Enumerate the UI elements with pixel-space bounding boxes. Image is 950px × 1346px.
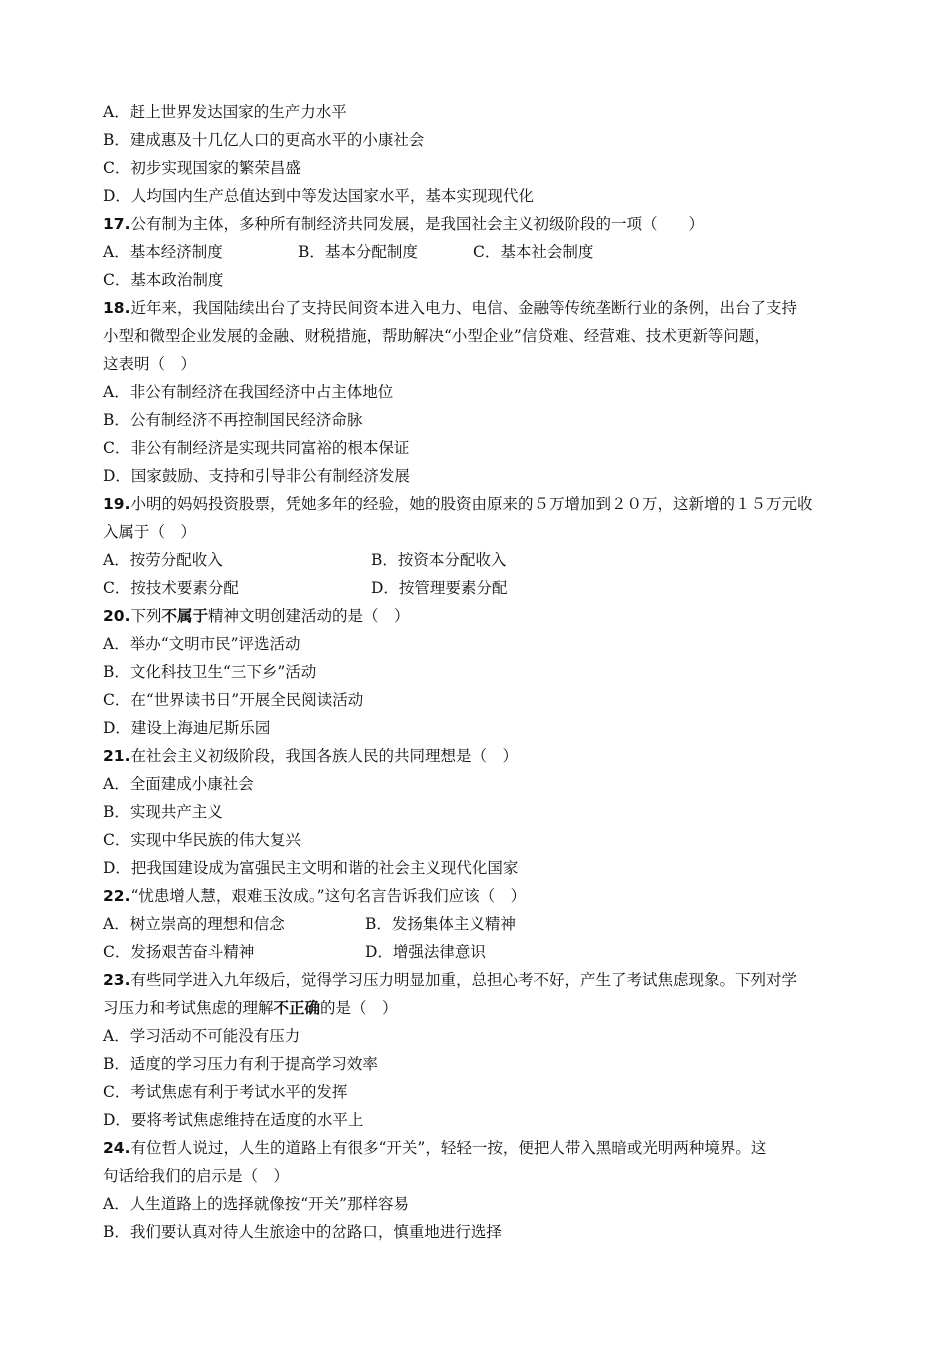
- question-19-options-row-2: [103, 574, 863, 602]
- option-18-b: B．公有制经济不再控制国民经济命脉: [103, 411, 363, 429]
- question-20-emphasis: 不属于: [161, 607, 208, 625]
- option-23-c: C．考试焦虑有利于考试水平的发挥: [103, 1083, 348, 1101]
- option-16-b: B．建成惠及十几亿人口的更高水平的小康社会: [103, 131, 425, 149]
- question-23-number: 23.: [103, 971, 131, 989]
- option-21-c: C．实现中华民族的伟大复兴: [103, 831, 301, 849]
- question-21-text: 在社会主义初级阶段，我国各族人民的共同理想是（ ）: [130, 747, 518, 765]
- option-22-d: D．增强法律意识: [365, 943, 486, 961]
- option-20-b: B．文化科技卫生“三下乡”活动: [103, 663, 317, 681]
- question-21: [103, 742, 863, 882]
- question-22-text: “忧患增人慧，艰难玉汝成。”这句名言告诉我们应该（ ）: [130, 887, 527, 905]
- option-19-a: A．按劳分配收入: [103, 551, 223, 569]
- question-22-number: 22.: [103, 887, 131, 905]
- question-24-text-1: 有位哲人说过，人生的道路上有很多“开关”，轻轻一按，便把人带入黑暗或光明两种境界。这: [130, 1139, 767, 1157]
- option-19-c: C．按技术要素分配: [103, 579, 239, 597]
- question-23-stem-line-1: [103, 966, 863, 994]
- option-24-a: A．人生道路上的选择就像按“开关”那样容易: [103, 1195, 410, 1213]
- question-18-stem-line-3: 这表明（ ）: [103, 355, 197, 373]
- option-17-d: C．基本政治制度: [103, 271, 224, 289]
- question-22-stem: [103, 882, 863, 910]
- question-24: [103, 1134, 863, 1246]
- question-17: [103, 210, 863, 294]
- question-22: [103, 882, 863, 966]
- question-20: [103, 602, 863, 742]
- option-18-a: A．非公有制经济在我国经济中占主体地位: [103, 383, 394, 401]
- option-21-a: A．全面建成小康社会: [103, 775, 254, 793]
- option-22-c: C．发扬艰苦奋斗精神: [103, 943, 255, 961]
- option-19-b: B．按资本分配收入: [371, 551, 507, 569]
- option-18-d: D．国家鼓励、支持和引导非公有制经济发展: [103, 467, 410, 485]
- question-17-number: 17.: [103, 215, 131, 233]
- question-24-number: 24.: [103, 1139, 131, 1157]
- option-16-a: A．赶上世界发达国家的生产力水平: [103, 103, 347, 121]
- question-19-number: 19.: [103, 495, 131, 513]
- question-17-stem: [103, 210, 863, 238]
- question-21-number: 21.: [103, 747, 131, 765]
- question-23-text-1: 有些同学进入九年级后，觉得学习压力明显加重，总担心考不好，产生了考试焦虑现象。下列对学: [130, 971, 797, 989]
- question-16-options: [103, 98, 863, 210]
- question-17-options-row: [103, 238, 863, 266]
- question-23-stem-line-2: [103, 994, 863, 1022]
- question-19-stem-line-2: 入属于（ ）: [103, 523, 197, 541]
- question-23: [103, 966, 863, 1134]
- option-23-b: B．适度的学习压力有利于提高学习效率: [103, 1055, 378, 1073]
- question-21-stem: [103, 742, 863, 770]
- question-17-text: 公有制为主体，多种所有制经济共同发展，是我国社会主义初级阶段的一项（ ）: [130, 215, 704, 233]
- option-17-b: B．基本分配制度: [298, 243, 418, 261]
- question-20-stem: [103, 602, 863, 630]
- option-20-c: C．在“世界读书日”开展全民阅读活动: [103, 691, 364, 709]
- option-22-b: B．发扬集体主义精神: [365, 915, 516, 933]
- exam-page: [103, 98, 863, 1246]
- question-18-stem-line-2: 小型和微型企业发展的金融、财税措施，帮助解决“小型企业”信贷难、经营难、技术更新等问题，: [103, 327, 770, 345]
- option-22-a: A．树立崇高的理想和信念: [103, 915, 285, 933]
- question-19-stem-line-1: [103, 490, 863, 518]
- option-21-d: D．把我国建设成为富强民主文明和谐的社会主义现代化国家: [103, 859, 519, 877]
- question-18-number: 18.: [103, 299, 131, 317]
- option-23-d: D．要将考试焦虑维持在适度的水平上: [103, 1111, 364, 1129]
- question-18-stem-line-1: [103, 294, 863, 322]
- option-20-d: D．建设上海迪尼斯乐园: [103, 719, 271, 737]
- option-16-d: D．人均国内生产总值达到中等发达国家水平，基本实现现代化: [103, 187, 534, 205]
- question-19-text-1: 小明的妈妈投资股票，凭她多年的经验，她的股资由原来的５万增加到２０万，这新增的１５万元收: [130, 495, 813, 513]
- question-24-stem-line-2: 句话给我们的启示是（ ）: [103, 1167, 290, 1185]
- question-20-text-post: 精神文明创建活动的是（ ）: [208, 607, 410, 625]
- question-19-options-row-1: [103, 546, 863, 574]
- question-20-text-pre: 下列: [130, 607, 162, 625]
- option-18-c: C．非公有制经济是实现共同富裕的根本保证: [103, 439, 410, 457]
- option-21-b: B．实现共产主义: [103, 803, 223, 821]
- question-23-text-post: 的是（ ）: [320, 999, 398, 1017]
- question-20-number: 20.: [103, 607, 131, 625]
- question-19: [103, 490, 863, 602]
- question-22-options-row-2: [103, 938, 863, 966]
- option-23-a: A．学习活动不可能没有压力: [103, 1027, 301, 1045]
- option-20-a: A．举办“文明市民”评选活动: [103, 635, 301, 653]
- option-19-d: D．按管理要素分配: [371, 579, 508, 597]
- question-23-emphasis: 不正确: [273, 999, 321, 1017]
- option-16-c: C．初步实现国家的繁荣昌盛: [103, 159, 301, 177]
- option-17-c: C．基本社会制度: [473, 243, 594, 261]
- question-18-text-1: 近年来，我国陆续出台了支持民间资本进入电力、电信、金融等传统垄断行业的条例，出台了支持: [130, 299, 797, 317]
- question-24-stem-line-1: [103, 1134, 863, 1162]
- option-24-b: B．我们要认真对待人生旅途中的岔路口，慎重地进行选择: [103, 1223, 502, 1241]
- question-22-options-row-1: [103, 910, 863, 938]
- question-18: [103, 294, 863, 490]
- question-23-text-pre: 习压力和考试焦虑的理解: [103, 999, 274, 1017]
- option-17-a: A．基本经济制度: [103, 243, 223, 261]
